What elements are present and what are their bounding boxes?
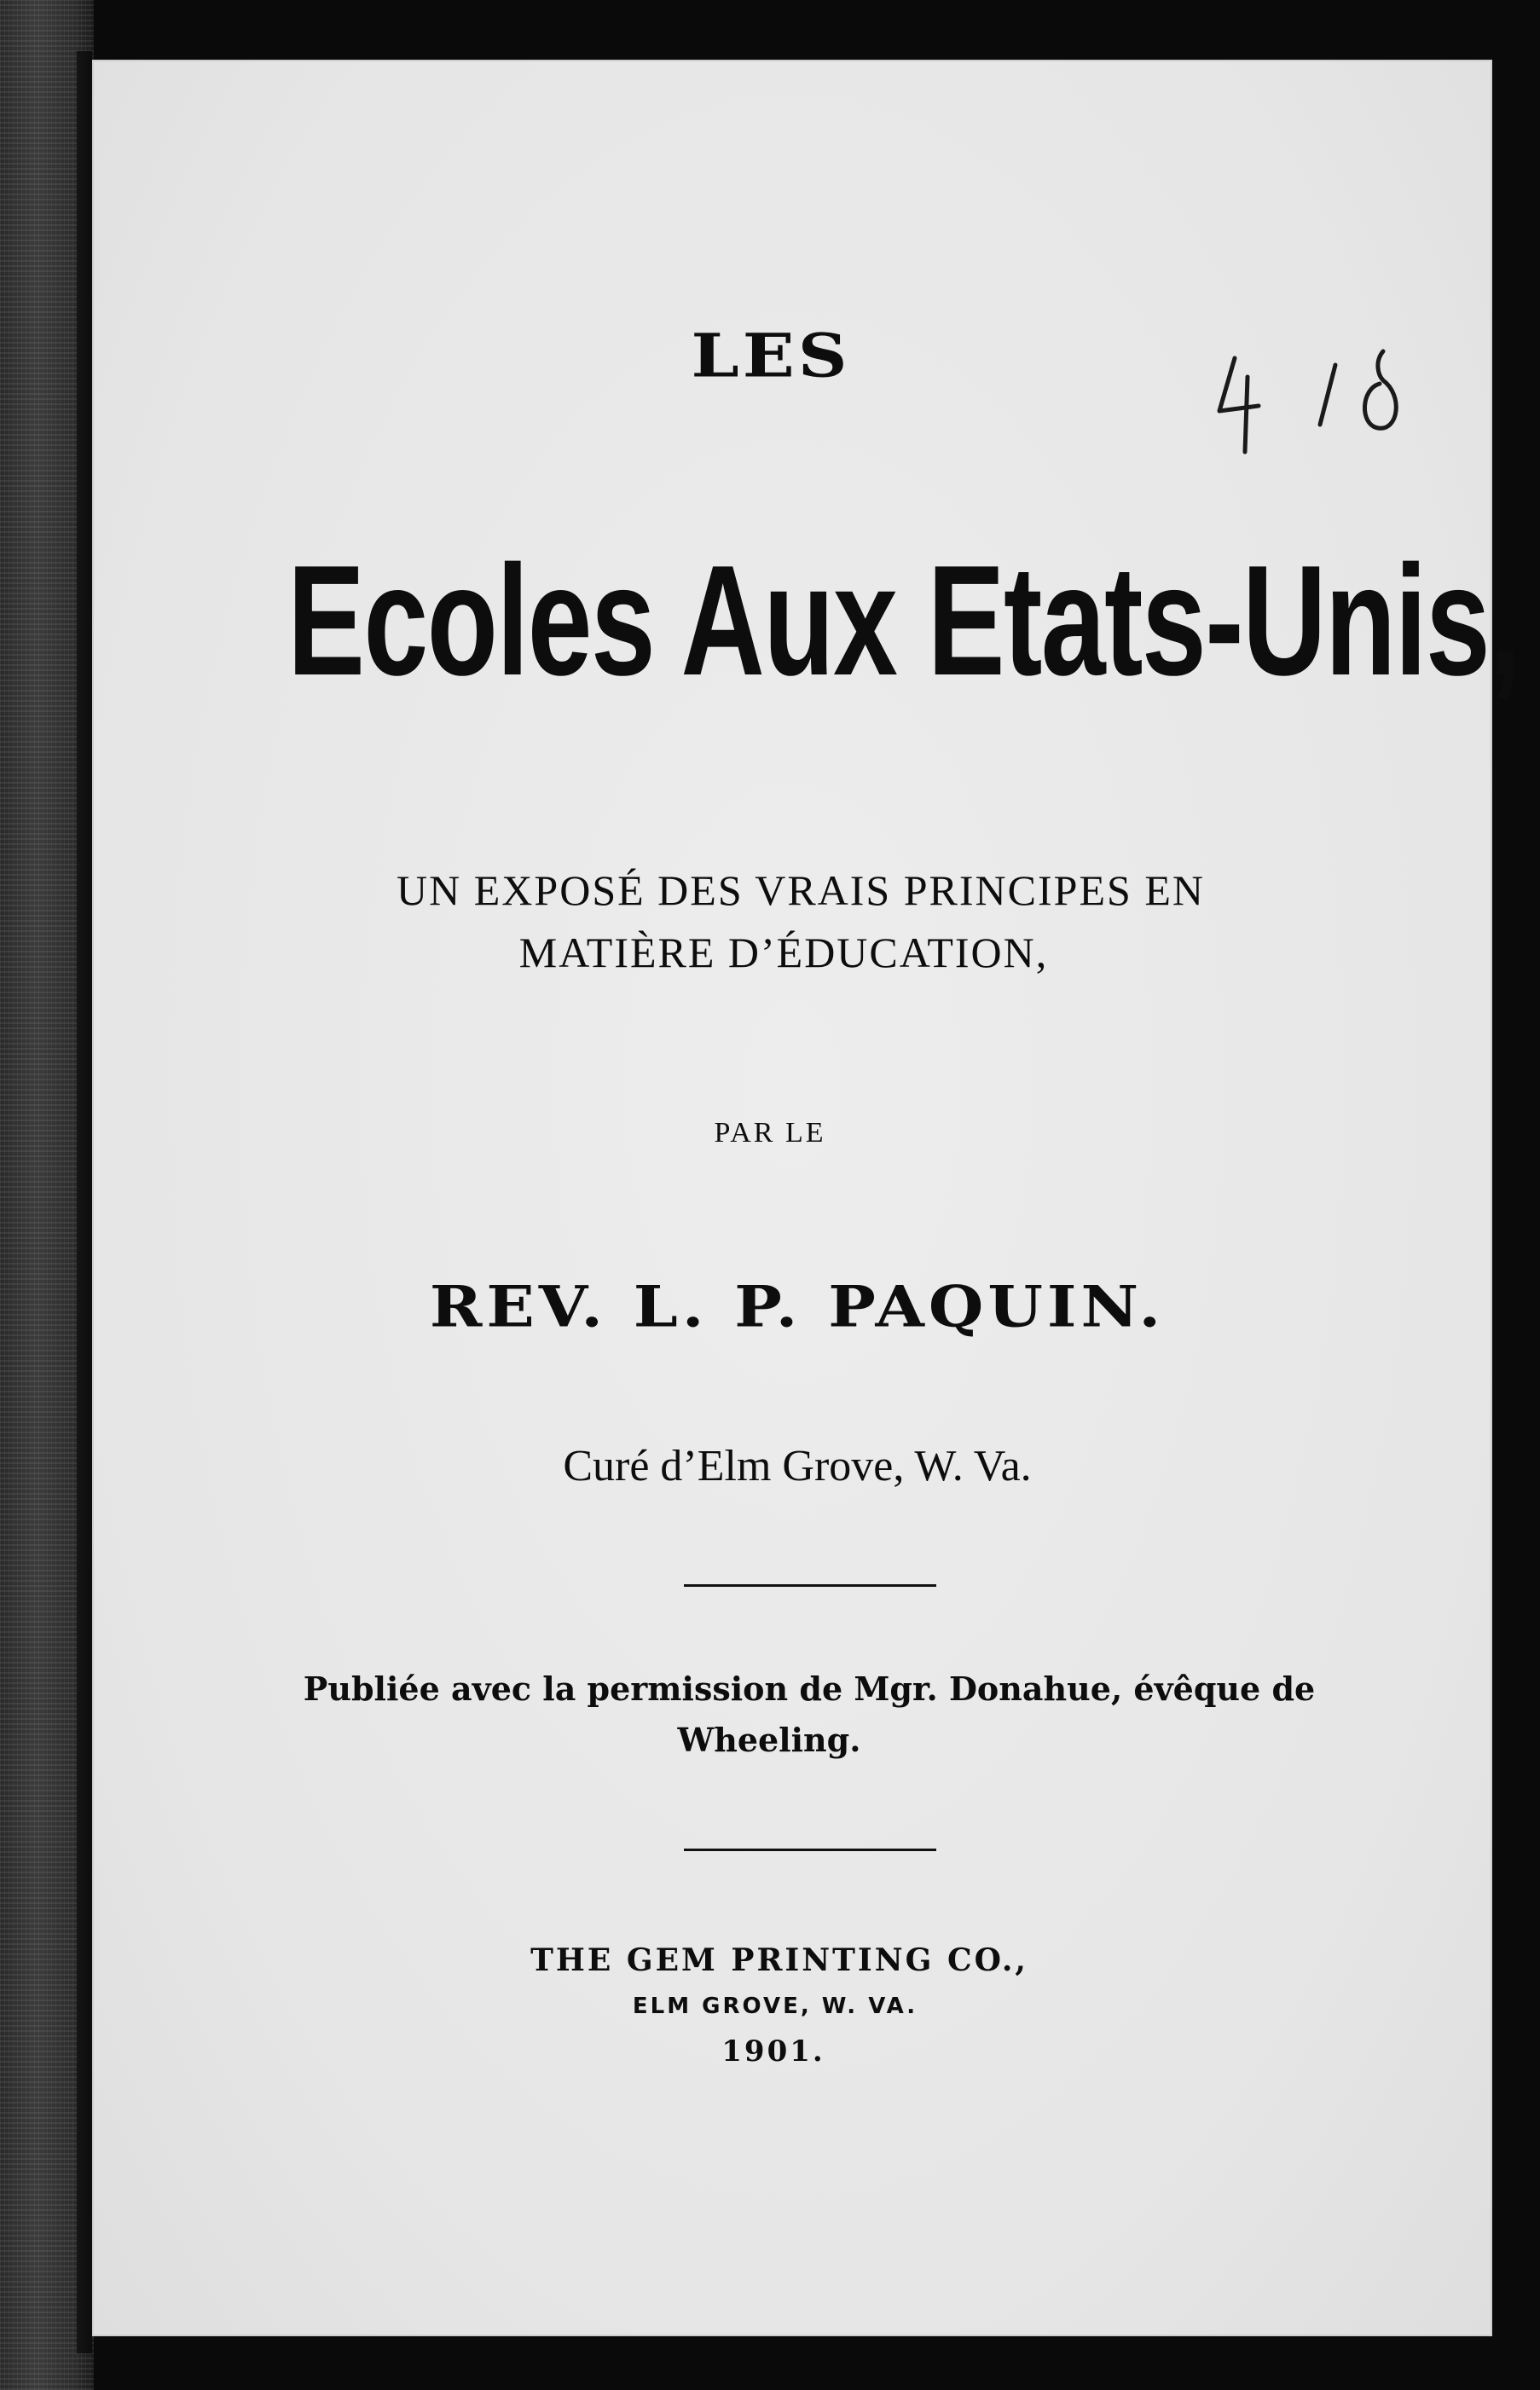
heading-les: LES xyxy=(691,320,851,391)
divider-rule-2 xyxy=(684,1849,936,1851)
author-name: REV. L. P. PAQUIN. xyxy=(429,1274,1166,1340)
handwritten-note xyxy=(1201,324,1473,469)
by-line: PAR LE xyxy=(714,1117,826,1149)
publisher-name: THE GEM PRINTING CO., xyxy=(530,1942,1028,1978)
publisher-location: ELM GROVE, W. VA. xyxy=(632,1994,918,2019)
permission-line-2: Wheeling. xyxy=(677,1721,861,1759)
permission-line-1: Publiée avec la permission de Mgr. Donahue, évêque de xyxy=(303,1670,1316,1708)
subtitle-line-2: MATIÈRE D’ÉDUCATION, xyxy=(518,929,1049,976)
publication-year: 1901. xyxy=(721,2034,825,2069)
main-title: Ecoles Aux Etats-Unis, xyxy=(287,532,1520,708)
title-page-content xyxy=(92,60,1520,2336)
title-page xyxy=(92,60,1520,2336)
divider-rule-1 xyxy=(684,1584,936,1587)
subtitle-line-1: UN EXPOSÉ DES VRAIS PRINCIPES EN xyxy=(397,866,1205,914)
author-position: Curé d’Elm Grove, W. Va. xyxy=(563,1442,1032,1490)
